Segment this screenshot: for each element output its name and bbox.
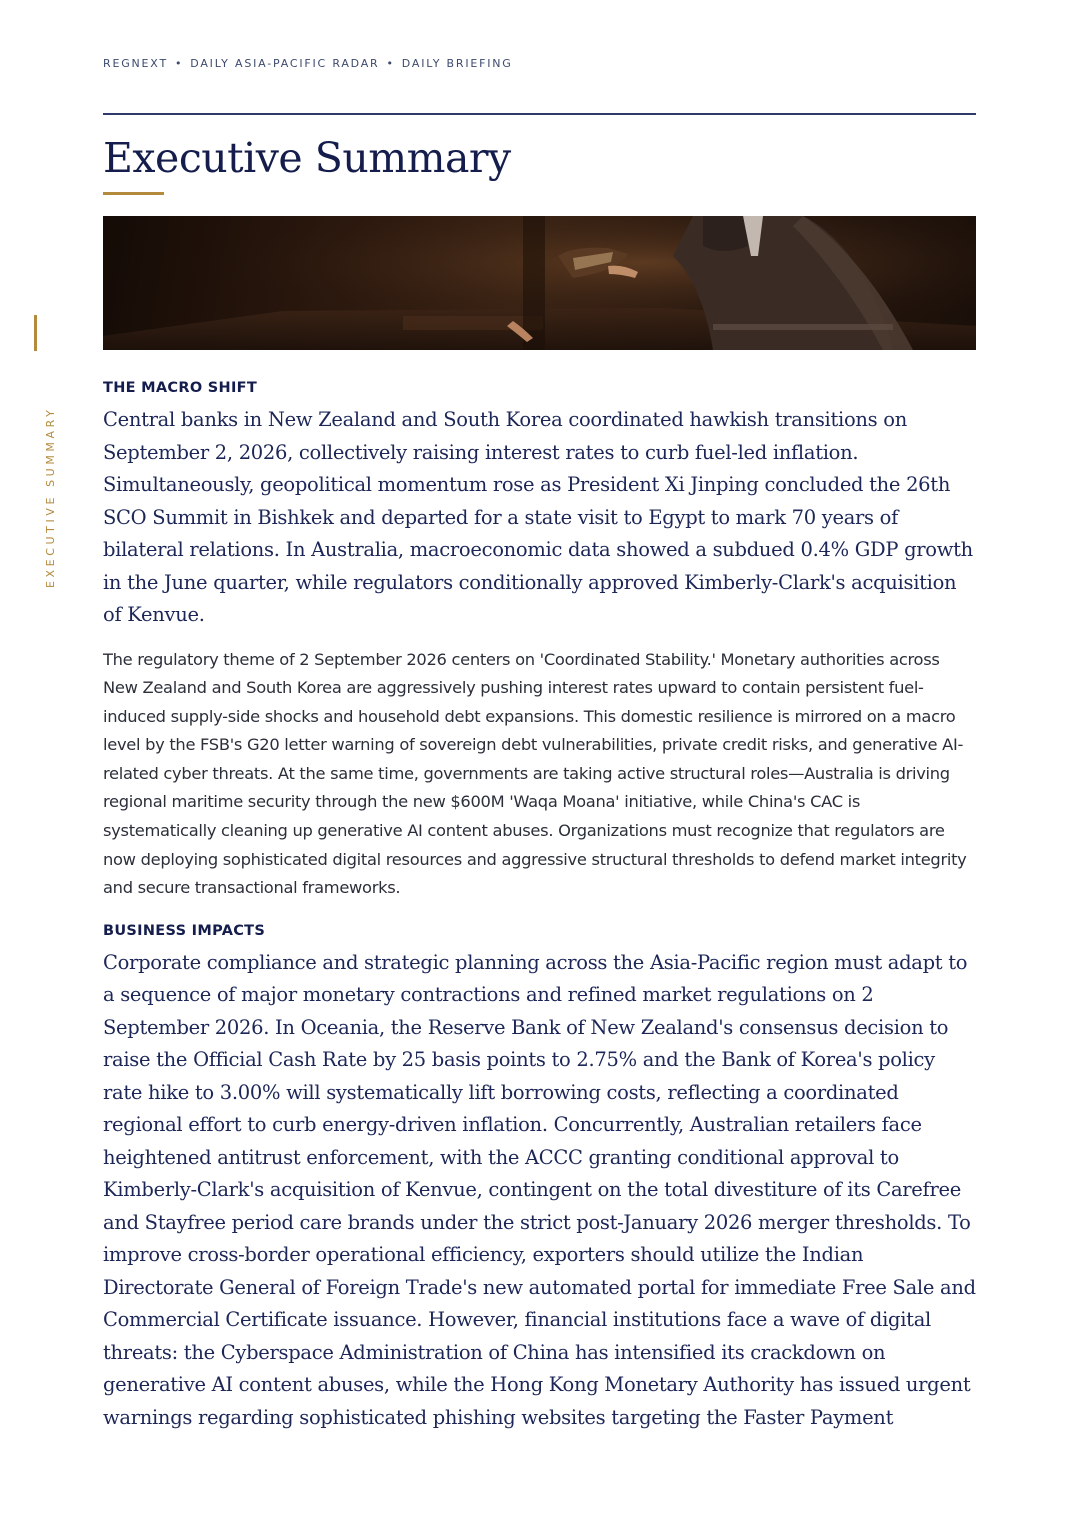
macro-shift-body: The regulatory theme of 2 September 2026 centers on 'Coordinated Stability.' Monetary authorities across New Zealand and South Korea are aggressively pushing interest rates upward to contain persistent fuel-induced supply-side shocks and household debt expansions. This domestic resilience is mirrored on a macro level by the FSB's G20 letter warning of sovereign debt vulnerabilities, private credit risks, and generative AI-related cyber threats. At the same time, governments are taking active structural roles—Australia is driving regional maritime security through the new $600M 'Waqa Moana' initiative, while China's CAC is systematically cleaning up generative AI content abuses. Organizations must recognize that regulators are now deploying sophisticated digital resources and aggressive structural thresholds to defend market integrity and secure transactional frameworks. <box>103 649 967 898</box>
running-header <box>103 57 513 70</box>
header-edition: DAILY BRIEFING <box>401 57 513 70</box>
page-title: Executive Summary <box>103 134 511 182</box>
section-title-business-impacts: BUSINESS IMPACTS <box>103 922 266 939</box>
header-rule <box>103 113 976 115</box>
macro-shift-lead: Central banks in New Zealand and South Korea coordinated hawkish transitions on September 2, 2026, collectively raising interest rates to curb fuel-led inflation. Simultaneously, geopolitical momentum rose as President Xi Jinping concluded the 26th SCO Summit in Bishkek and departed for a state visit to Egypt to mark 70 years of bilateral relations. In Australia, macroeconomic data showed a subdued 0.4% GDP growth in the June quarter, while regulators conditionally approved Kimberly-Clark's acquisition of Kenvue. <box>103 408 973 626</box>
sidebar-section-label: EXECUTIVE SUMMARY <box>44 406 57 588</box>
hero-image <box>103 216 976 350</box>
header-product: DAILY ASIA-PACIFIC RADAR <box>190 57 380 70</box>
hero-photo-illustration <box>103 216 976 350</box>
business-impacts-lead: Corporate compliance and strategic planning across the Asia-Pacific region must adapt to a sequence of major monetary contractions and refined market regulations on 2 September 2026. In Oceania, the Reserve Bank of New Zealand's consensus decision to raise the Official Cash Rate by 25 basis points to 2.75% and the Bank of Korea's policy rate hike to 3.00% will systematically lift borrowing costs, reflecting a coordinated regional effort to curb energy-driven inflation. Concurrently, Australian retailers face heightened antitrust enforcement, with the ACCC granting conditional approval to Kimberly-Clark's acquisition of Kenvue, contingent on the total divestiture of its Carefree and Stayfree period care brands under the strict post-January 2026 merger thresholds. To improve cross-border operational efficiency, exporters should utilize the Indian Directorate General of Foreign Trade's new automated portal for immediate Free Sale and Commercial Certificate issuance. However, financial institutions face a wave of digital threats: the Cyberspace Administration of China has intensified its crackdown on generative AI content abuses, while the Hong Kong Monetary Authority has issued urgent warnings regarding sophisticated phishing websites targeting the Faster Payment <box>103 950 976 1429</box>
sidebar-accent-bar <box>34 315 37 351</box>
title-underline <box>103 192 164 195</box>
header-separator: • <box>386 57 395 70</box>
header-brand: REGNEXT <box>103 57 168 70</box>
header-separator: • <box>174 57 184 70</box>
main-content <box>103 380 983 1434</box>
section-title-macro-shift: THE MACRO SHIFT <box>103 380 258 396</box>
